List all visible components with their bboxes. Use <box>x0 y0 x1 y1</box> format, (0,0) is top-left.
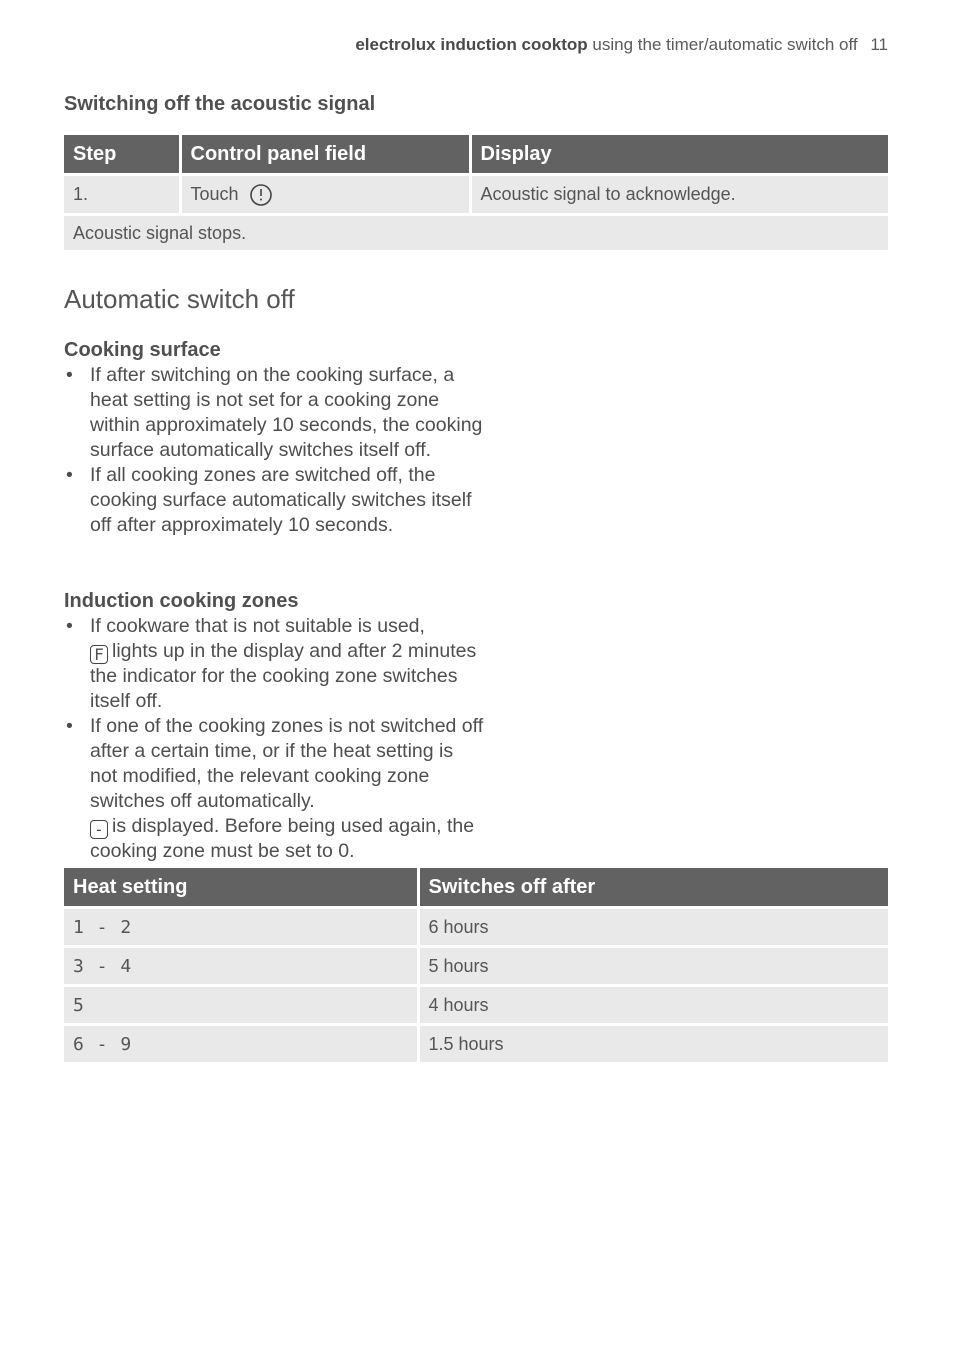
column-header-heat-setting: Heat setting <box>64 868 418 908</box>
column-header-display: Display <box>470 135 888 175</box>
cooking-surface-heading: Cooking surface <box>64 339 221 361</box>
header-brand: electrolux induction cooktop <box>355 35 588 54</box>
control-cell <box>180 175 470 215</box>
table-row <box>64 1025 888 1063</box>
touch-label: Touch <box>190 184 239 204</box>
list-item: • If after switching on the cooking surface, a heat setting is not set for a cooking zone within approximately 10 seconds, the cooking surface automatically switches itself off. <box>64 363 484 463</box>
induction-zones-section <box>64 589 484 864</box>
bullet2-tail: is displayed. Before being used again, the cooking zone must be set to 0. <box>90 815 475 862</box>
table-row <box>64 175 888 215</box>
switch-off-cell: 1.5 hours <box>418 1025 888 1063</box>
heat-setting-cell: 5 <box>64 986 418 1025</box>
f-symbol-icon: F <box>90 645 108 664</box>
column-header-step: Step <box>64 135 180 175</box>
page-number: 11 <box>870 35 888 54</box>
list-item: • If all cooking zones are switched off, the cooking surface automatically switches itself off after approximately 10 seconds. <box>64 463 484 538</box>
switch-off-cell: 6 hours <box>418 908 888 947</box>
switch-off-cell: 4 hours <box>418 986 888 1025</box>
bullet1-text: lights up in the display and after 2 minutes the indicator for the cooking zone switches itself off. <box>90 640 477 712</box>
bullet1-prefix: If cookware that is not suitable is used, <box>90 615 425 637</box>
cooking-surface-section <box>64 338 484 538</box>
acoustic-heading: Switching off the acoustic signal <box>64 93 376 115</box>
cooking-surface-list <box>64 363 484 538</box>
induction-zones-list <box>64 614 484 864</box>
timer-icon <box>249 183 273 207</box>
induction-zones-heading: Induction cooking zones <box>64 590 299 612</box>
table-row <box>64 908 888 947</box>
column-header-switches-off: Switches off after <box>418 868 888 908</box>
switch-off-cell: 5 hours <box>418 947 888 986</box>
table-row <box>64 215 888 251</box>
display-cell: Acoustic signal to acknowledge. <box>470 175 888 215</box>
list-item <box>64 714 484 864</box>
list-item <box>64 614 484 714</box>
acoustic-footer-cell: Acoustic signal stops. <box>64 215 888 251</box>
page-header <box>355 35 888 55</box>
column-header-control-panel: Control panel field <box>180 135 470 175</box>
switch-off-table <box>64 868 888 1062</box>
header-section: using the timer/automatic switch off <box>592 35 858 54</box>
acoustic-signal-table <box>64 135 888 250</box>
step-cell: 1. <box>64 175 180 215</box>
heat-setting-cell: 3 - 4 <box>64 947 418 986</box>
dash-symbol-icon: - <box>90 820 108 839</box>
table-row <box>64 947 888 986</box>
bullet2-text: If one of the cooking zones is not switched off after a certain time, or if the heat setting is not modified, the relevant cooking zone switches off automatically. <box>90 715 484 812</box>
auto-switch-off-heading: Automatic switch off <box>64 284 295 314</box>
heat-setting-cell: 6 - 9 <box>64 1025 418 1063</box>
table-row <box>64 986 888 1025</box>
heat-setting-cell: 1 - 2 <box>64 908 418 947</box>
